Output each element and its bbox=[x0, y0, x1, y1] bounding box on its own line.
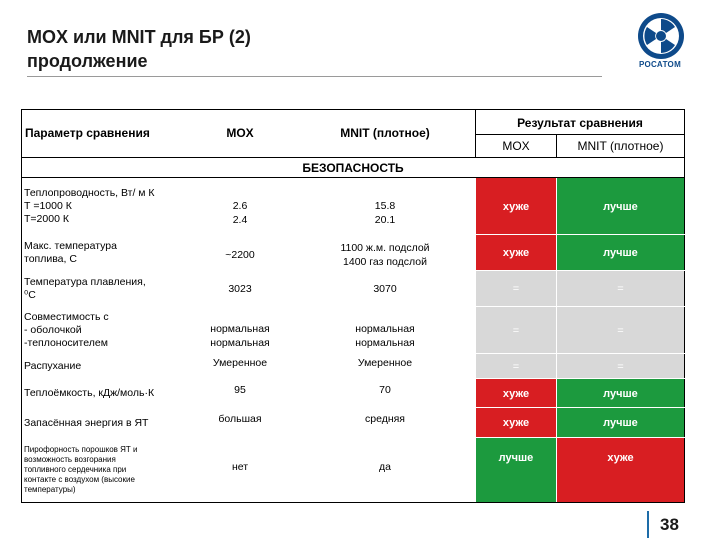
result-row-separator bbox=[475, 378, 685, 379]
page-number-bar bbox=[647, 511, 649, 538]
header-mnit: MNIT (плотное) bbox=[340, 126, 430, 140]
title-divider bbox=[27, 76, 602, 77]
param-cell: Запасённая энергия в ЯТ bbox=[24, 416, 149, 429]
param-cell: Температура плавления, ⁰С bbox=[24, 276, 146, 301]
param-cell: Пирофорность порошков ЯТ и возможность возгорания топливного сердечника при контакте с воздухом (высокие температуры) bbox=[24, 445, 138, 494]
mox-value-cell: ~2200 bbox=[225, 248, 255, 261]
mox-value-cell: 2.6 2.4 bbox=[232, 199, 248, 226]
mox-value-cell: 95 bbox=[234, 383, 246, 396]
header-result: Результат сравнения bbox=[517, 116, 643, 130]
mnit-value-cell: 70 bbox=[379, 383, 391, 396]
mnit-value-cell: 1100 ж.м. подслой 1400 газ подслой bbox=[340, 241, 430, 268]
result-mox-cell: хуже bbox=[476, 408, 556, 438]
param-cell: Макс. температура топлива, С bbox=[24, 240, 117, 265]
result-row-separator bbox=[475, 270, 685, 271]
param-cell: Теплопроводность, Вт/ м К Т =1000 К Т=2000 К bbox=[24, 187, 155, 225]
result-mox-cell: хуже bbox=[476, 379, 556, 408]
result-mox-cell: = bbox=[476, 307, 556, 354]
header-result-mox: MOX bbox=[502, 139, 530, 153]
slide-title bbox=[27, 25, 251, 73]
result-mnit-cell: = bbox=[557, 271, 684, 307]
result-mnit-cell: лучше bbox=[557, 379, 684, 408]
result-mnit-cell: = bbox=[557, 307, 684, 354]
result-mnit-cell: лучше bbox=[557, 235, 684, 271]
result-mox-cell: хуже bbox=[476, 178, 556, 235]
result-row-separator bbox=[475, 234, 685, 235]
section-title: БЕЗОПАСНОСТЬ bbox=[302, 160, 404, 175]
result-row-separator bbox=[475, 306, 685, 307]
title-line-2: продолжение bbox=[27, 51, 148, 71]
result-row-separator bbox=[475, 407, 685, 408]
mnit-value-cell: 15.8 20.1 bbox=[374, 199, 396, 226]
result-mnit-cell: лучше bbox=[557, 178, 684, 235]
param-cell: Теплоёмкость, кДж/моль·К bbox=[24, 387, 155, 399]
mnit-value-cell: да bbox=[379, 461, 391, 473]
result-mnit-cell: лучше bbox=[557, 408, 684, 438]
mnit-value-cell: 3070 bbox=[373, 283, 397, 295]
comparison-table bbox=[21, 109, 685, 503]
mnit-value-cell: средняя bbox=[365, 413, 405, 425]
mox-value-cell: Умеренное bbox=[212, 356, 268, 369]
mnit-value-cell: нормальная нормальная bbox=[355, 322, 415, 349]
mox-value-cell: большая bbox=[218, 413, 262, 425]
logo-caption: РОСАТОМ bbox=[638, 60, 682, 69]
header-param: Параметр сравнения bbox=[25, 126, 150, 140]
mox-value-cell: 3023 bbox=[228, 283, 252, 295]
header-result-mnit: MNIT (плотное) bbox=[577, 139, 664, 153]
result-mnit-cell: = bbox=[557, 354, 684, 379]
result-mox-cell: = bbox=[476, 271, 556, 307]
title-line-1: MOX или MNIT для БР (2) bbox=[27, 27, 251, 47]
result-mox-cell: лучше bbox=[476, 438, 556, 502]
mnit-value-cell: Умеренное bbox=[357, 356, 413, 369]
result-row-separator bbox=[475, 437, 685, 438]
result-mnit-cell: хуже bbox=[557, 438, 684, 502]
result-row-separator bbox=[475, 353, 685, 354]
param-cell: Распухание bbox=[24, 360, 82, 372]
table-bottom-border bbox=[21, 502, 685, 503]
mox-value-cell: нет bbox=[231, 461, 249, 473]
mox-value-cell: нормальная нормальная bbox=[210, 322, 270, 349]
result-mox-cell: хуже bbox=[476, 235, 556, 271]
result-mox-cell: = bbox=[476, 354, 556, 379]
header-mox: MOX bbox=[226, 126, 254, 140]
page-number: 38 bbox=[660, 515, 679, 534]
param-cell: Совместимость с - оболочкой -теплоносителем bbox=[24, 311, 109, 349]
